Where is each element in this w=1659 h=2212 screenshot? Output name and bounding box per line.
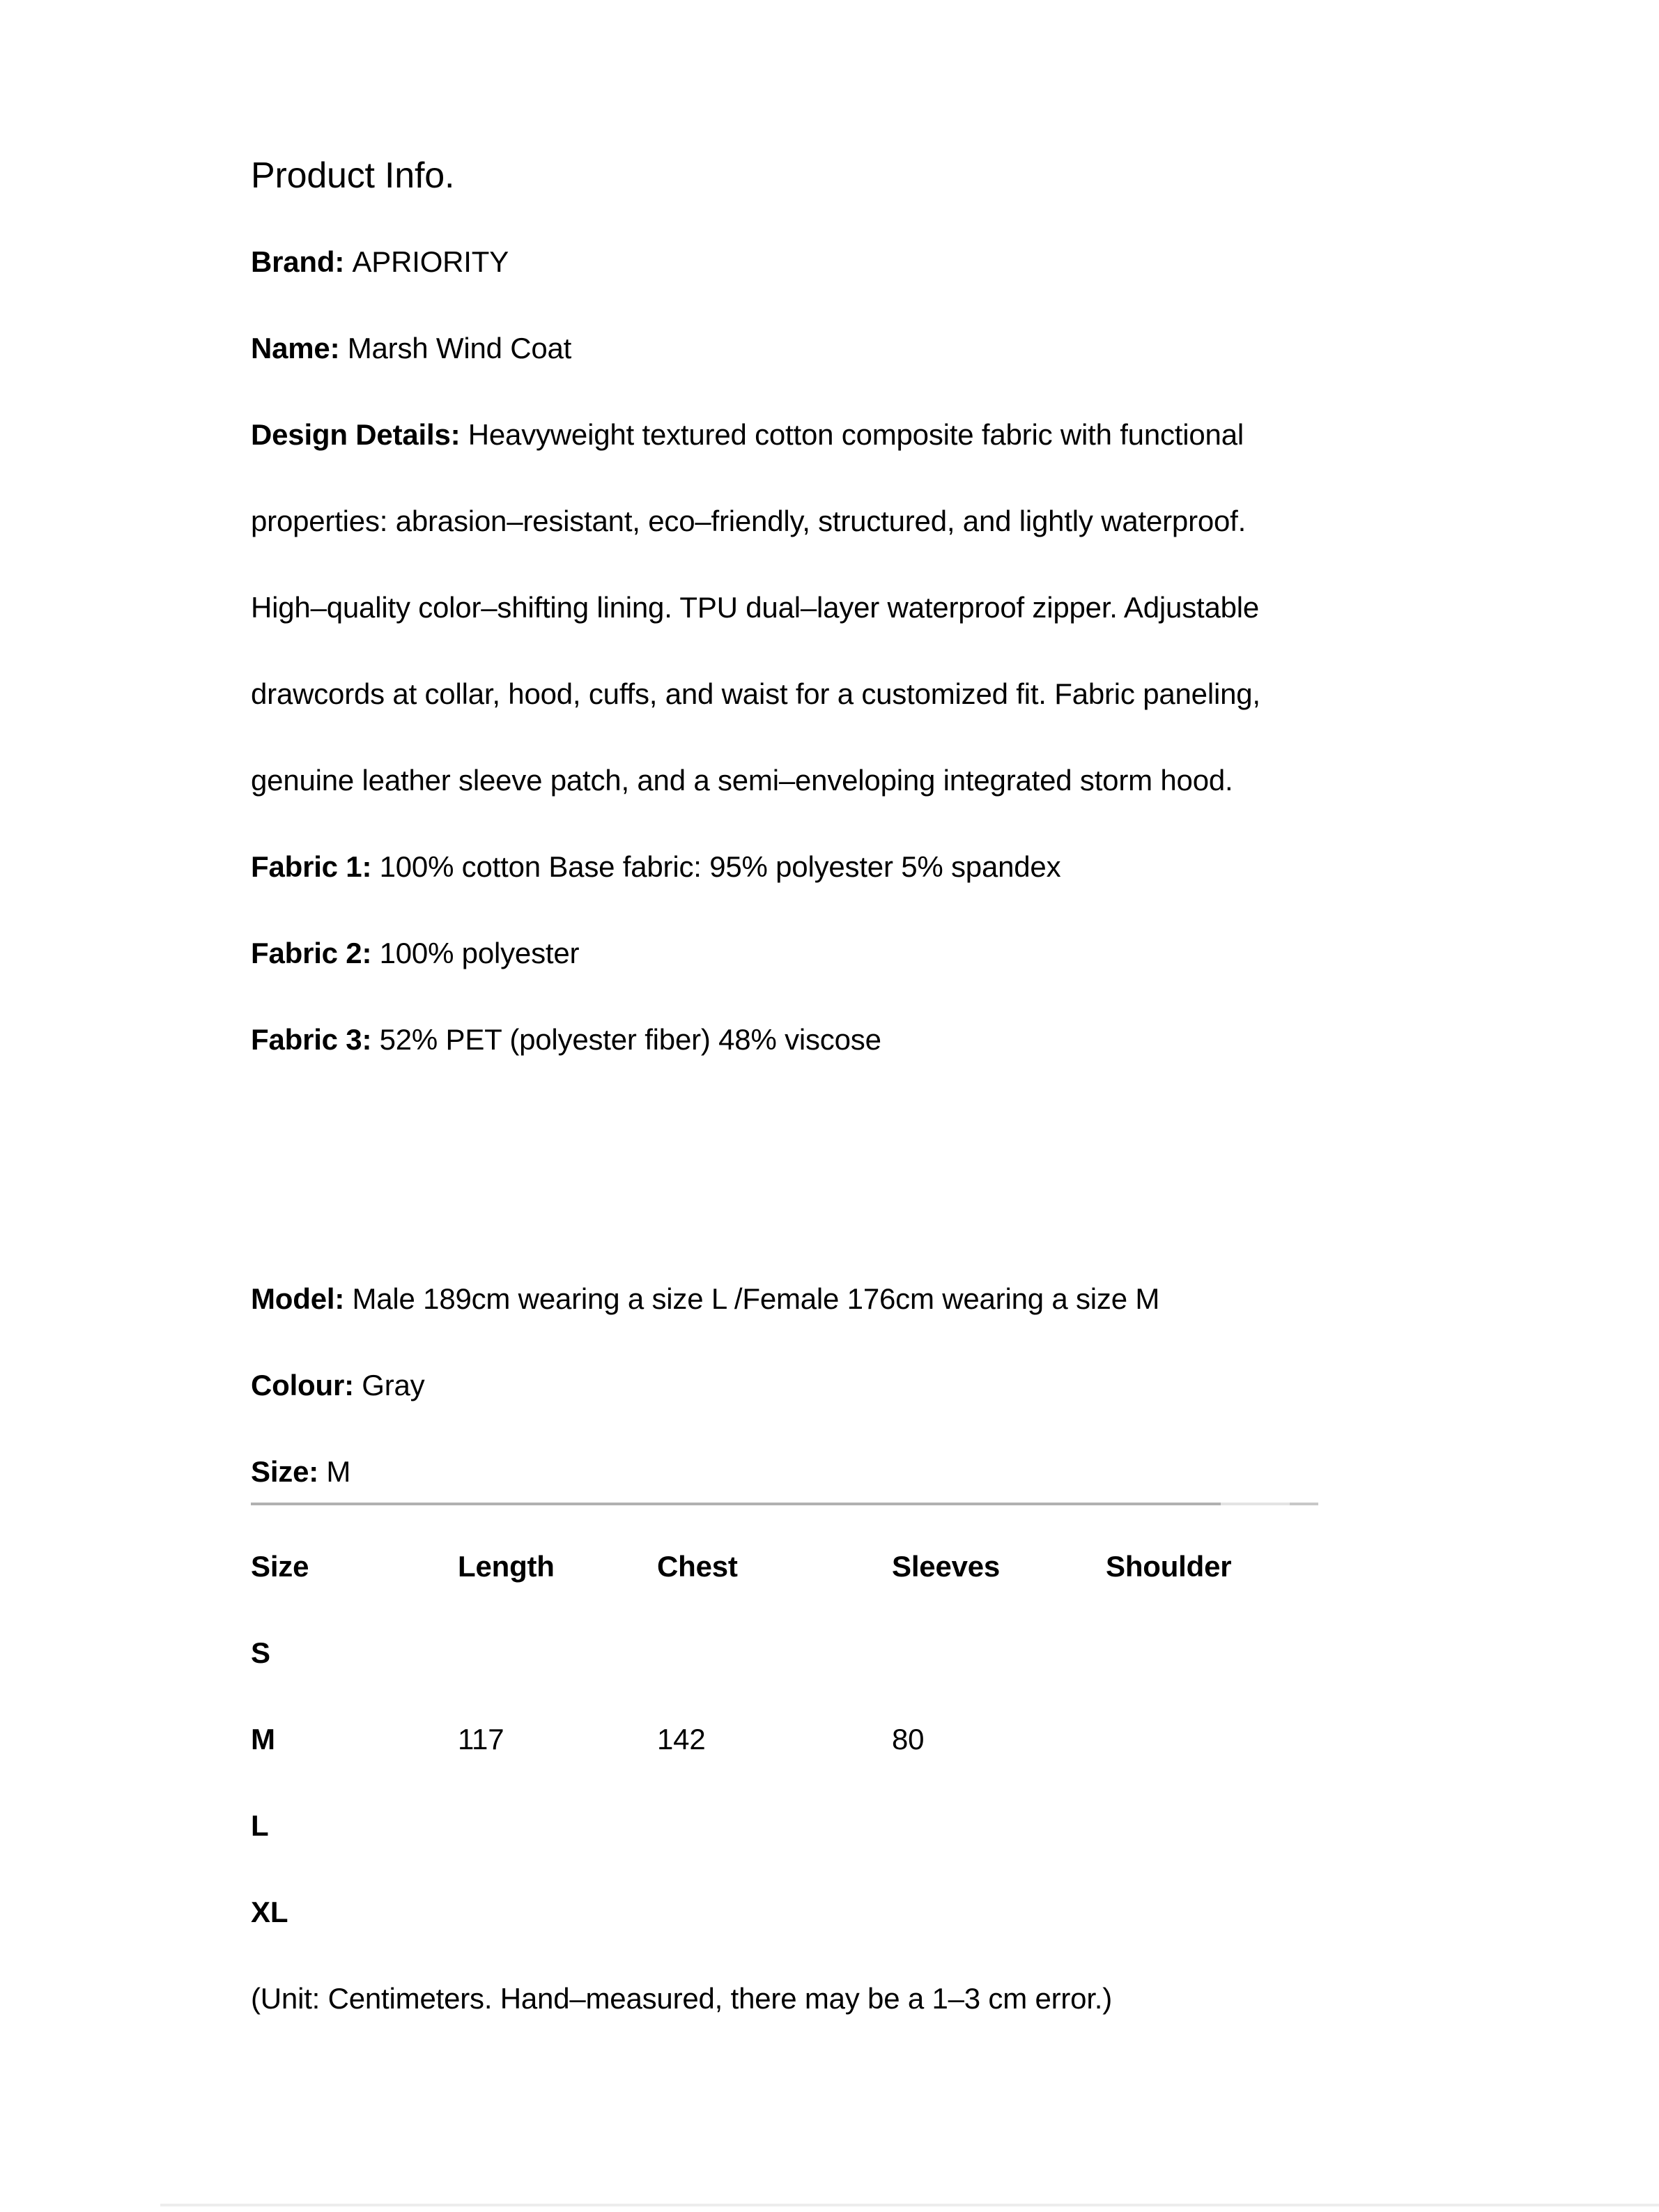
blank-line-1 bbox=[251, 1083, 1659, 1169]
field-name bbox=[251, 305, 1659, 392]
fabric-3-value: 52% PET (polyester fiber) 48% viscose bbox=[379, 1023, 881, 1056]
design-details-text-5: genuine leather sleeve patch, and a semi–enveloping integrated storm hood. bbox=[251, 764, 1233, 797]
page-title: Product Info. bbox=[251, 155, 455, 196]
model-label: Model: bbox=[251, 1282, 345, 1315]
field-name-label: Name: bbox=[251, 332, 340, 364]
fabric-1-value: 100% cotton Base fabric: 95% polyester 5% spandex bbox=[379, 850, 1061, 883]
scrollbar-track bbox=[1221, 1503, 1290, 1505]
size-table-header-chest: Chest bbox=[657, 1550, 738, 1583]
table-row-xl-length bbox=[458, 1869, 657, 1956]
size-value: M bbox=[326, 1455, 351, 1488]
table-horizontal-scrollbar bbox=[251, 1503, 1318, 1505]
design-details-text-1: Heavyweight textured cotton composite fabric with functional bbox=[468, 418, 1244, 451]
table-row-m-sleeves: 80 bbox=[892, 1723, 925, 1756]
table-row-m-label: M bbox=[251, 1723, 275, 1756]
table-row-xl-sleeves bbox=[892, 1869, 1106, 1956]
design-details-text-4: drawcords at collar, hood, cuffs, and waist for a customized fit. Fabric paneling, bbox=[251, 677, 1260, 710]
colour-value: Gray bbox=[362, 1369, 425, 1401]
fabric-2-label: Fabric 2: bbox=[251, 937, 372, 969]
table-row-l-length bbox=[458, 1783, 657, 1869]
design-details-line-1 bbox=[251, 392, 1659, 478]
field-model bbox=[251, 1256, 1659, 1342]
table-row-m-length: 117 bbox=[458, 1723, 504, 1756]
table-row-s-shoulder bbox=[1106, 1610, 1659, 1696]
product-info-document bbox=[251, 132, 1659, 2042]
fabric-1-label: Fabric 1: bbox=[251, 850, 372, 883]
size-label: Size: bbox=[251, 1455, 319, 1488]
size-table-header-length: Length bbox=[458, 1550, 555, 1583]
table-row-m-shoulder bbox=[1106, 1696, 1659, 1783]
design-details-line-2 bbox=[251, 478, 1659, 564]
table-row-s-length bbox=[458, 1610, 657, 1696]
field-name-value: Marsh Wind Coat bbox=[347, 332, 572, 364]
fabric-2-value: 100% polyester bbox=[379, 937, 580, 969]
fabric-3-label: Fabric 3: bbox=[251, 1023, 372, 1056]
size-table-header-size: Size bbox=[251, 1550, 309, 1583]
table-row-xl-shoulder bbox=[1106, 1869, 1659, 1956]
table-row-s-chest bbox=[657, 1610, 892, 1696]
design-details-text-3: High–quality color–shifting lining. TPU dual–layer waterproof zipper. Adjustable bbox=[251, 591, 1260, 624]
design-details-text-2: properties: abrasion–resistant, eco–friendly, structured, and lightly waterproof. bbox=[251, 505, 1247, 537]
colour-label: Colour: bbox=[251, 1369, 354, 1401]
table-row-m-chest: 142 bbox=[657, 1723, 706, 1756]
field-colour bbox=[251, 1342, 1659, 1429]
field-brand-value: APRIORITY bbox=[352, 245, 509, 278]
table-row-s-label: S bbox=[251, 1636, 270, 1669]
scrollbar-track-end bbox=[1290, 1503, 1318, 1505]
unit-note: (Unit: Centimeters. Hand–measured, there may be a 1–3 cm error.) bbox=[251, 1982, 1113, 2015]
design-details-line-5 bbox=[251, 737, 1659, 824]
field-brand-label: Brand: bbox=[251, 245, 345, 278]
blank-line-2 bbox=[251, 1169, 1659, 1256]
scrollbar-thumb[interactable] bbox=[251, 1503, 1221, 1505]
field-brand bbox=[251, 219, 1659, 305]
size-table-header-sleeves: Sleeves bbox=[892, 1550, 1001, 1583]
size-table-header-shoulder: Shoulder bbox=[1106, 1550, 1232, 1583]
field-fabric-2 bbox=[251, 910, 1659, 997]
table-row-s-sleeves bbox=[892, 1610, 1106, 1696]
size-table bbox=[251, 1523, 1659, 1956]
field-fabric-3 bbox=[251, 997, 1659, 1083]
field-fabric-1 bbox=[251, 824, 1659, 910]
table-row-l-label: L bbox=[251, 1809, 269, 1842]
table-row-l-chest bbox=[657, 1783, 892, 1869]
bottom-divider bbox=[160, 2204, 1659, 2206]
table-row-xl-chest bbox=[657, 1869, 892, 1956]
model-value: Male 189cm wearing a size L /Female 176cm wearing a size M bbox=[352, 1282, 1160, 1315]
design-details-label: Design Details: bbox=[251, 418, 461, 451]
table-row-xl-label: XL bbox=[251, 1896, 288, 1928]
table-row-l-sleeves bbox=[892, 1783, 1106, 1869]
design-details-line-4 bbox=[251, 651, 1659, 737]
table-row-l-shoulder bbox=[1106, 1783, 1659, 1869]
design-details-line-3 bbox=[251, 564, 1659, 651]
